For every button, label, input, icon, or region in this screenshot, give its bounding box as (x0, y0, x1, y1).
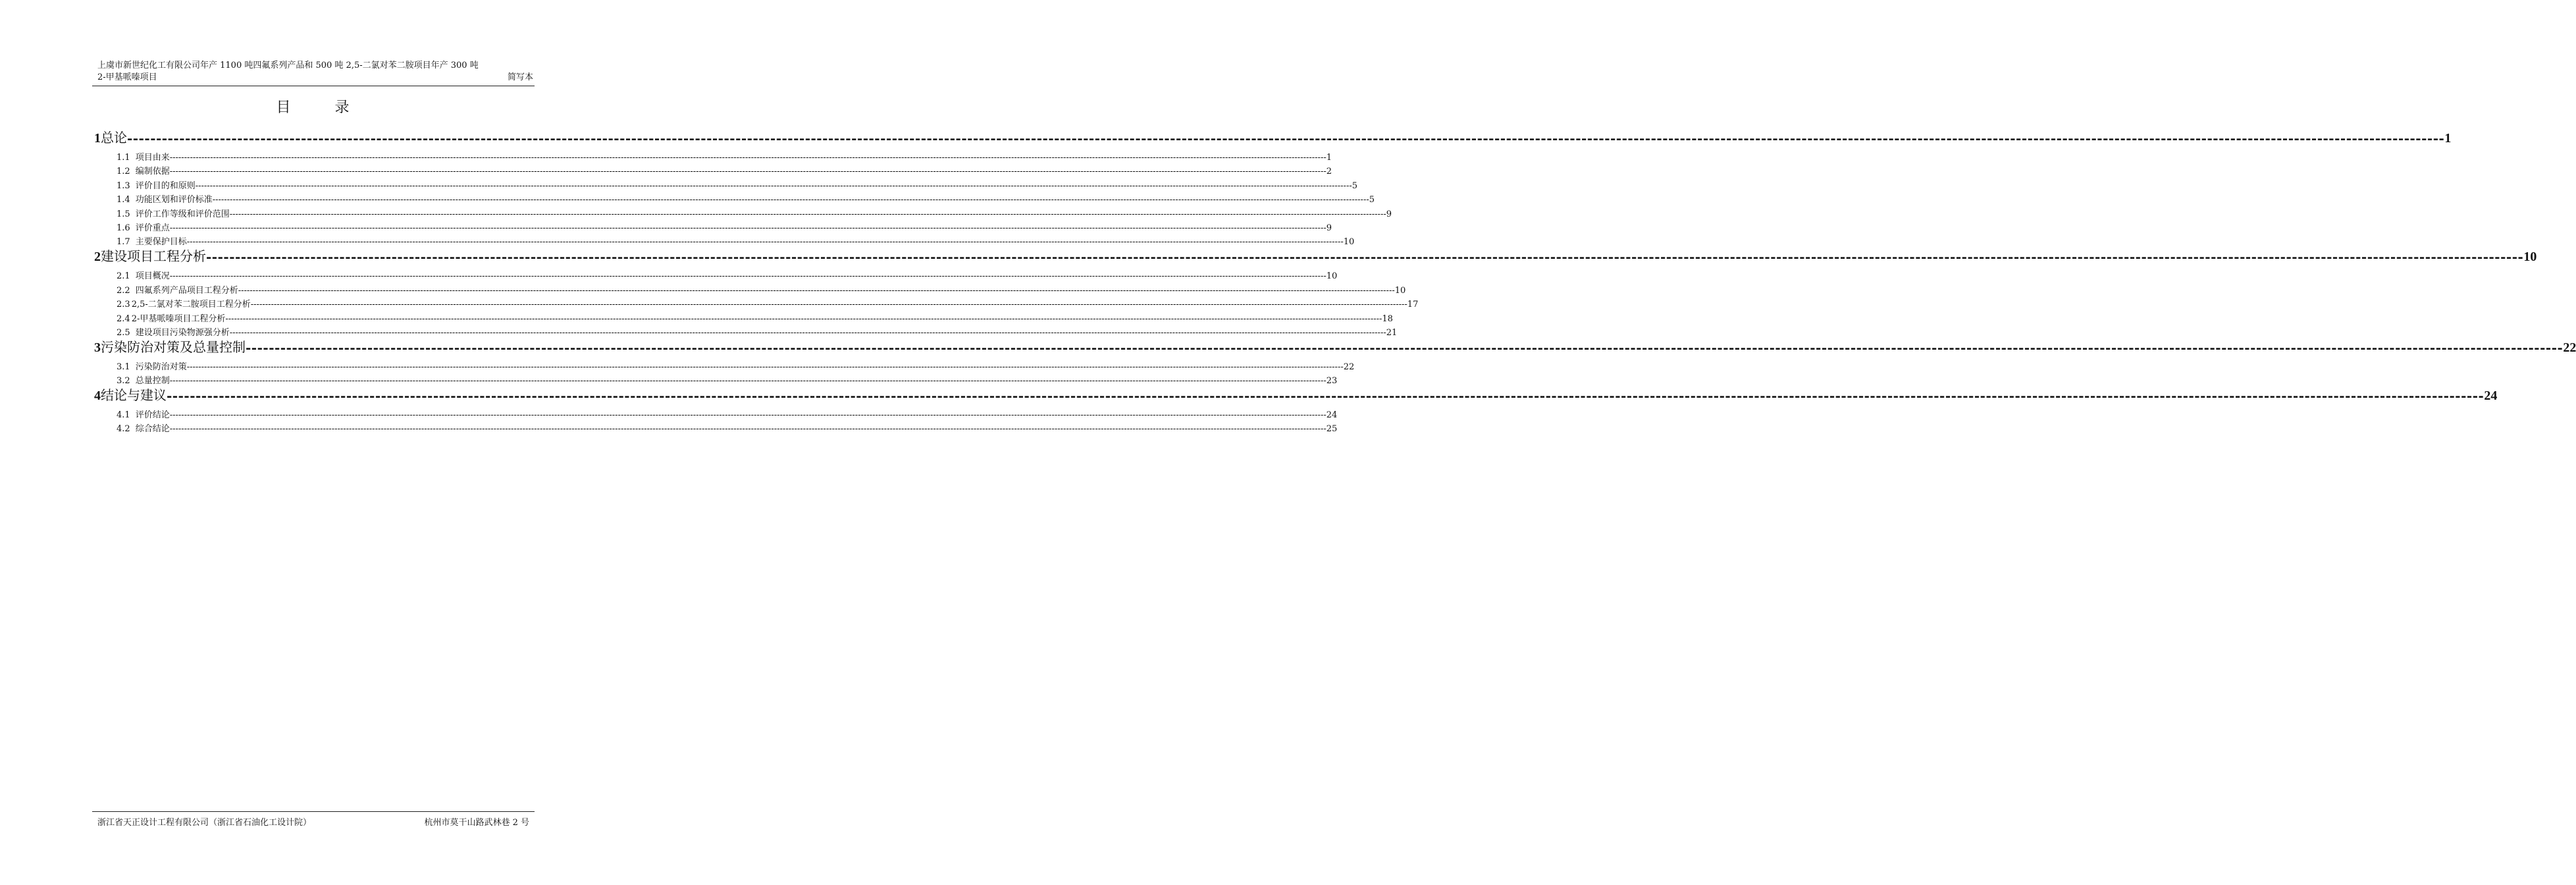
toc-dot-leader: ---------------------------------------------------------------------------------------------------------------------------------------------------------------------------------------------------------------------------------------------------------------------------------------------------------------------------------------------------------------------------------------------------------------- (169, 271, 1327, 281)
toc-entry-title: 评价目的和原则 (135, 181, 196, 191)
toc-section-entry[interactable] (117, 422, 1338, 434)
toc-entry-number: 1.1 (117, 153, 130, 163)
toc-dot-leader: ---------------------------------------------------------------------------------------------------------------------------------------------------------------------------------------------------------------------------------------------------------------------------------------------------------------------------------------------------------------------------------------------------------------- (186, 237, 1344, 247)
toc-page-number: 1 (2444, 131, 2452, 146)
toc-dot-leader: ---------------------------------------------------------------------------------------------------------------------------------------------------------------------------------------------------------------------------------------------------------------------------------------------------------------------------------------------------------------------------------------------------------------- (169, 153, 1327, 163)
toc-section-entry[interactable] (117, 269, 1338, 281)
toc-entry-number: 3 (94, 340, 101, 355)
toc-dot-leader: ---------------------------------------------------------------------------------------------------------------------------------------------------------------------------------------------------------------------------------------------------------------------------------------------------------------------------------------------------------------------------------------------------------------- (169, 410, 1327, 420)
toc-dot-leader: ---------------------------------------------------------------------------------------------------------------------------------------------------------------------------------------------------------------------------------------------------------------------------------------------------------------------------------------------------------------------------------------------------------------- (127, 130, 2445, 146)
toc-page-number: 17 (1407, 300, 1419, 309)
toc-page-number: 10 (1343, 237, 1355, 247)
toc-page-number: 10 (1326, 271, 1338, 281)
toc-entry-number: 1.3 (117, 181, 130, 191)
toc-section-entry[interactable] (117, 179, 1358, 191)
toc-page-number: 9 (1326, 223, 1332, 233)
toc-page-number: 23 (1326, 376, 1338, 386)
toc-chapter-entry[interactable] (94, 337, 2576, 356)
toc-page-number: 18 (1382, 314, 1393, 324)
toc-dot-leader: ---------------------------------------------------------------------------------------------------------------------------------------------------------------------------------------------------------------------------------------------------------------------------------------------------------------------------------------------------------------------------------------------------------------- (195, 181, 1352, 191)
toc-entry-title: 建设项目工程分析 (101, 248, 206, 264)
toc-page-number: 2 (1326, 167, 1332, 176)
toc-page-number: 5 (1369, 195, 1375, 205)
toc-page-number: 24 (2484, 389, 2498, 403)
toc-dot-leader: ---------------------------------------------------------------------------------------------------------------------------------------------------------------------------------------------------------------------------------------------------------------------------------------------------------------------------------------------------------------------------------------------------------------- (169, 223, 1327, 233)
toc-section-entry[interactable] (117, 284, 1406, 296)
toc-chapter-entry[interactable] (94, 246, 2537, 265)
toc-entry-number: 4 (94, 389, 101, 403)
toc-entry-number: 1.4 (117, 195, 130, 205)
toc-entry-number: 3.2 (117, 376, 130, 386)
footer-company: 浙江省天正设计工程有限公司（浙江省石油化工设计院） (97, 818, 312, 828)
page-header (97, 60, 533, 84)
toc-dot-leader: ---------------------------------------------------------------------------------------------------------------------------------------------------------------------------------------------------------------------------------------------------------------------------------------------------------------------------------------------------------------------------------------------------------------- (186, 362, 1344, 372)
footer-address: 杭州市莫干山路武林巷 2 号 (424, 818, 529, 828)
toc-section-entry[interactable] (117, 207, 1392, 219)
toc-entry-number: 4.1 (117, 410, 130, 420)
toc-section-entry[interactable] (117, 374, 1338, 386)
toc-entry-title: 四氟系列产品项目工程分析 (135, 286, 238, 296)
toc-dot-leader: ---------------------------------------------------------------------------------------------------------------------------------------------------------------------------------------------------------------------------------------------------------------------------------------------------------------------------------------------------------------------------------------------------------------- (246, 340, 2563, 356)
toc-page-number: 22 (2563, 340, 2576, 355)
toc-entry-number: 1 (94, 131, 101, 146)
header-edition-label: 简写本 (507, 72, 533, 82)
page-footer (97, 815, 529, 828)
toc-entry-number: 2.5 (117, 328, 130, 338)
toc-entry-title: 评价重点 (135, 223, 170, 233)
toc-entry-number: 1.2 (117, 167, 130, 176)
header-title-line1: 上虞市新世纪化工有限公司年产 1100 吨四氟系列产品和 500 吨 2,5-二氯对苯二胺项目年产 300 吨 (97, 61, 479, 70)
toc-dot-leader: ---------------------------------------------------------------------------------------------------------------------------------------------------------------------------------------------------------------------------------------------------------------------------------------------------------------------------------------------------------------------------------------------------------------- (169, 167, 1327, 176)
header-title-continuation: 2-甲基哌嗪项目 (97, 72, 157, 82)
toc-entry-title: 项目由来 (135, 153, 170, 163)
toc-dot-leader: ---------------------------------------------------------------------------------------------------------------------------------------------------------------------------------------------------------------------------------------------------------------------------------------------------------------------------------------------------------------------------------------------------------------- (225, 314, 1382, 324)
toc-entry-number: 3.1 (117, 362, 130, 372)
toc-page-number: 25 (1326, 424, 1338, 434)
toc-section-entry[interactable] (117, 151, 1332, 163)
toc-dot-leader: ---------------------------------------------------------------------------------------------------------------------------------------------------------------------------------------------------------------------------------------------------------------------------------------------------------------------------------------------------------------------------------------------------------------- (250, 300, 1407, 309)
toc-title: 目 录 (276, 99, 369, 116)
toc-entry-number: 2.1 (117, 271, 130, 281)
toc-page-number: 10 (1394, 286, 1406, 296)
toc-page-number: 1 (1326, 153, 1332, 163)
toc-section-entry[interactable] (117, 221, 1332, 233)
toc-chapter-entry[interactable] (94, 128, 2452, 146)
toc-page-number: 24 (1326, 410, 1338, 420)
toc-entry-title: 编制依据 (135, 167, 170, 176)
toc-dot-leader: ---------------------------------------------------------------------------------------------------------------------------------------------------------------------------------------------------------------------------------------------------------------------------------------------------------------------------------------------------------------------------------------------------------------- (169, 376, 1327, 386)
toc-page-number: 10 (2523, 250, 2537, 264)
toc-dot-leader: ---------------------------------------------------------------------------------------------------------------------------------------------------------------------------------------------------------------------------------------------------------------------------------------------------------------------------------------------------------------------------------------------------------------- (206, 249, 2524, 265)
toc-dot-leader: ---------------------------------------------------------------------------------------------------------------------------------------------------------------------------------------------------------------------------------------------------------------------------------------------------------------------------------------------------------------------------------------------------------------- (229, 209, 1386, 219)
toc-entry-title: 评价结论 (135, 410, 170, 420)
toc-dot-leader: ---------------------------------------------------------------------------------------------------------------------------------------------------------------------------------------------------------------------------------------------------------------------------------------------------------------------------------------------------------------------------------------------------------------- (238, 286, 1395, 296)
toc-section-entry[interactable] (117, 408, 1338, 420)
toc-entry-title: 主要保护目标 (135, 237, 187, 247)
footer-rule (92, 811, 535, 812)
toc-section-entry[interactable] (117, 360, 1355, 372)
toc-page-number: 22 (1343, 362, 1355, 372)
toc-entry-number: 1.5 (117, 209, 130, 219)
toc-entry-title: 建设项目污染物源强分析 (135, 328, 230, 338)
toc-section-entry[interactable] (117, 298, 1419, 309)
toc-entry-number: 2.2 (117, 286, 130, 296)
toc-dot-leader: ---------------------------------------------------------------------------------------------------------------------------------------------------------------------------------------------------------------------------------------------------------------------------------------------------------------------------------------------------------------------------------------------------------------- (169, 424, 1327, 434)
toc-entry-title: 总量控制 (135, 376, 170, 386)
toc-dot-leader: ---------------------------------------------------------------------------------------------------------------------------------------------------------------------------------------------------------------------------------------------------------------------------------------------------------------------------------------------------------------------------------------------------------------- (167, 388, 2484, 404)
toc-entry-title: 功能区划和评价标准 (135, 195, 213, 205)
toc-entry-title: 项目概况 (135, 271, 170, 281)
toc-entry-title: 污染防治对策及总量控制 (101, 339, 246, 355)
header-title-line2 (97, 72, 533, 84)
toc-entry-number: 4.2 (117, 424, 130, 434)
toc-entry-title: 综合结论 (135, 424, 170, 434)
toc-entry-title: 评价工作等级和评价范围 (135, 209, 230, 219)
toc-entry-number: 2 (94, 250, 101, 264)
toc-entry-title: 污染防治对策 (135, 362, 187, 372)
toc-page-number: 9 (1386, 209, 1392, 219)
toc-entry-number: 2.4 (117, 314, 130, 324)
toc-entry-title: 2-甲基哌嗪项目工程分析 (131, 314, 226, 324)
toc-entry-title: 结论与建议 (101, 387, 167, 403)
toc-section-entry[interactable] (117, 312, 1393, 324)
toc-entry-number: 2.3 (117, 300, 130, 309)
toc-entry-number: 1.6 (117, 223, 130, 233)
toc-dot-leader: ---------------------------------------------------------------------------------------------------------------------------------------------------------------------------------------------------------------------------------------------------------------------------------------------------------------------------------------------------------------------------------------------------------------- (229, 328, 1386, 338)
toc-entry-number: 1.7 (117, 237, 130, 247)
toc-entry-title: 总论 (101, 130, 127, 146)
toc-section-entry[interactable] (117, 165, 1332, 176)
toc-page-number: 21 (1386, 328, 1398, 338)
toc-dot-leader: ---------------------------------------------------------------------------------------------------------------------------------------------------------------------------------------------------------------------------------------------------------------------------------------------------------------------------------------------------------------------------------------------------------------- (212, 195, 1369, 205)
toc-entry-title: 2,5-二氯对苯二胺项目工程分析 (131, 300, 251, 309)
toc-section-entry[interactable] (117, 193, 1375, 205)
toc-page-number: 5 (1352, 181, 1358, 191)
toc-chapter-entry[interactable] (94, 385, 2498, 404)
